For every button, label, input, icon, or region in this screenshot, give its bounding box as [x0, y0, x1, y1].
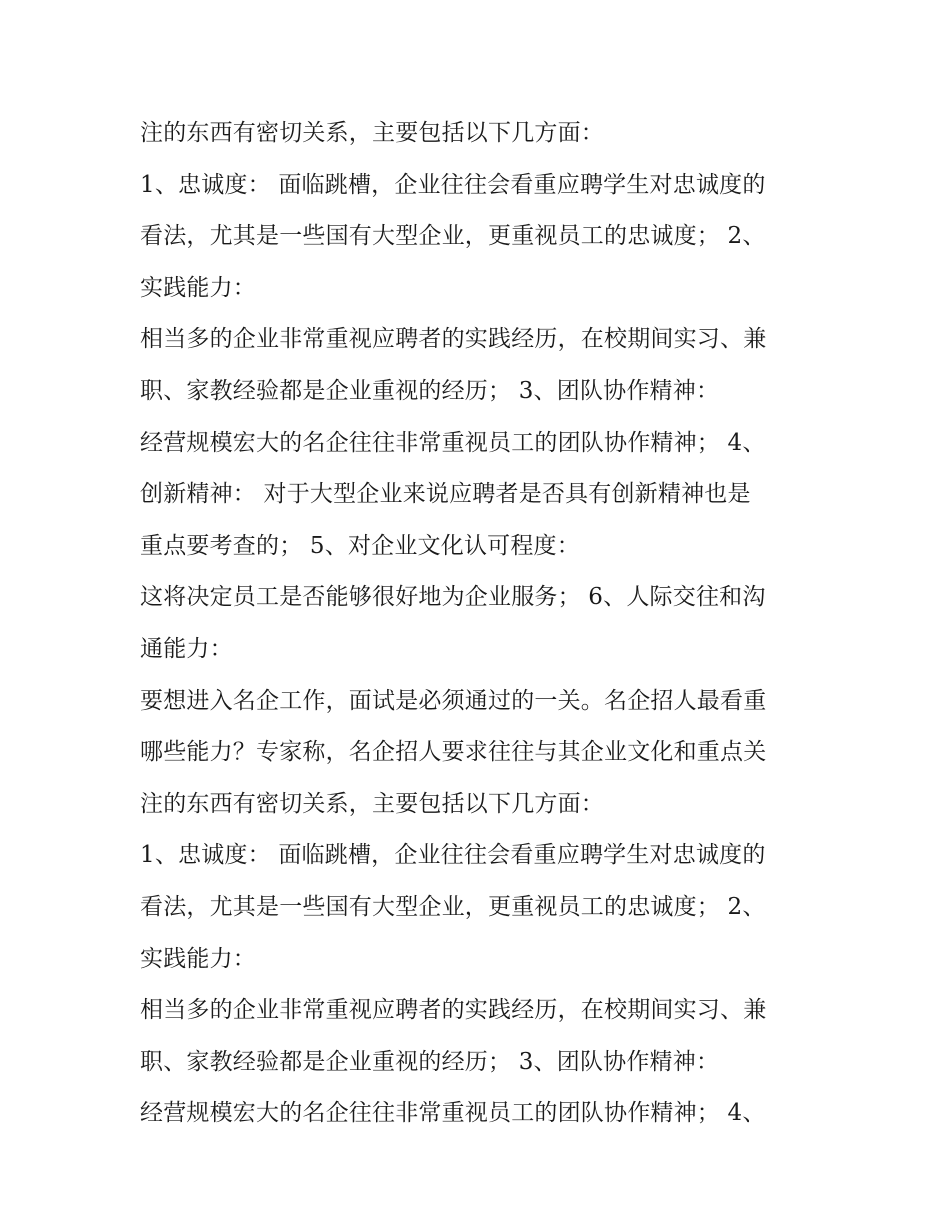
document-body [140, 108, 840, 1140]
text-line: 实践能力： [140, 274, 256, 301]
text-line: 职、家教经验都是企业重视的经历； 3、团队协作精神： [140, 377, 720, 404]
text-line: 这将决定员工是否能够很好地为企业服务； 6、人际交往和沟 [140, 584, 766, 611]
text-line: 相当多的企业非常重视应聘者的实践经历，在校期间实习、兼 [140, 326, 767, 353]
text-line: 重点要考查的； 5、对企业文化认可程度： [140, 532, 580, 559]
text-line: 看法，尤其是一些国有大型企业，更重视员工的忠诚度； 2、 [140, 893, 766, 920]
text-line: 1、忠诚度： 面临跳槽，企业往往会看重应聘学生对忠诚度的 [140, 171, 766, 198]
text-line: 注的东西有密切关系，主要包括以下几方面： [140, 790, 604, 817]
text-line: 经营规模宏大的名企往往非常重视员工的团队协作精神； 4、 [140, 1100, 766, 1127]
text-line: 经营规模宏大的名企往往非常重视员工的团队协作精神； 4、 [140, 429, 766, 456]
text-line: 1、忠诚度： 面临跳槽，企业往往会看重应聘学生对忠诚度的 [140, 842, 766, 869]
text-line: 职、家教经验都是企业重视的经历； 3、团队协作精神： [140, 1048, 720, 1075]
text-line: 相当多的企业非常重视应聘者的实践经历，在校期间实习、兼 [140, 997, 767, 1024]
text-line: 创新精神： 对于大型企业来说应聘者是否具有创新精神也是 [140, 481, 751, 508]
text-line: 实践能力： [140, 945, 256, 972]
text-line: 通能力： [140, 635, 233, 662]
text-line: 要想进入名企工作，面试是必须通过的一关。名企招人最看重 [140, 687, 767, 714]
text-line: 注的东西有密切关系，主要包括以下几方面： [140, 120, 604, 146]
text-line: 哪些能力？专家称，名企招人要求往往与其企业文化和重点关 [140, 739, 767, 766]
text-line: 看法，尤其是一些国有大型企业，更重视员工的忠诚度； 2、 [140, 223, 766, 250]
